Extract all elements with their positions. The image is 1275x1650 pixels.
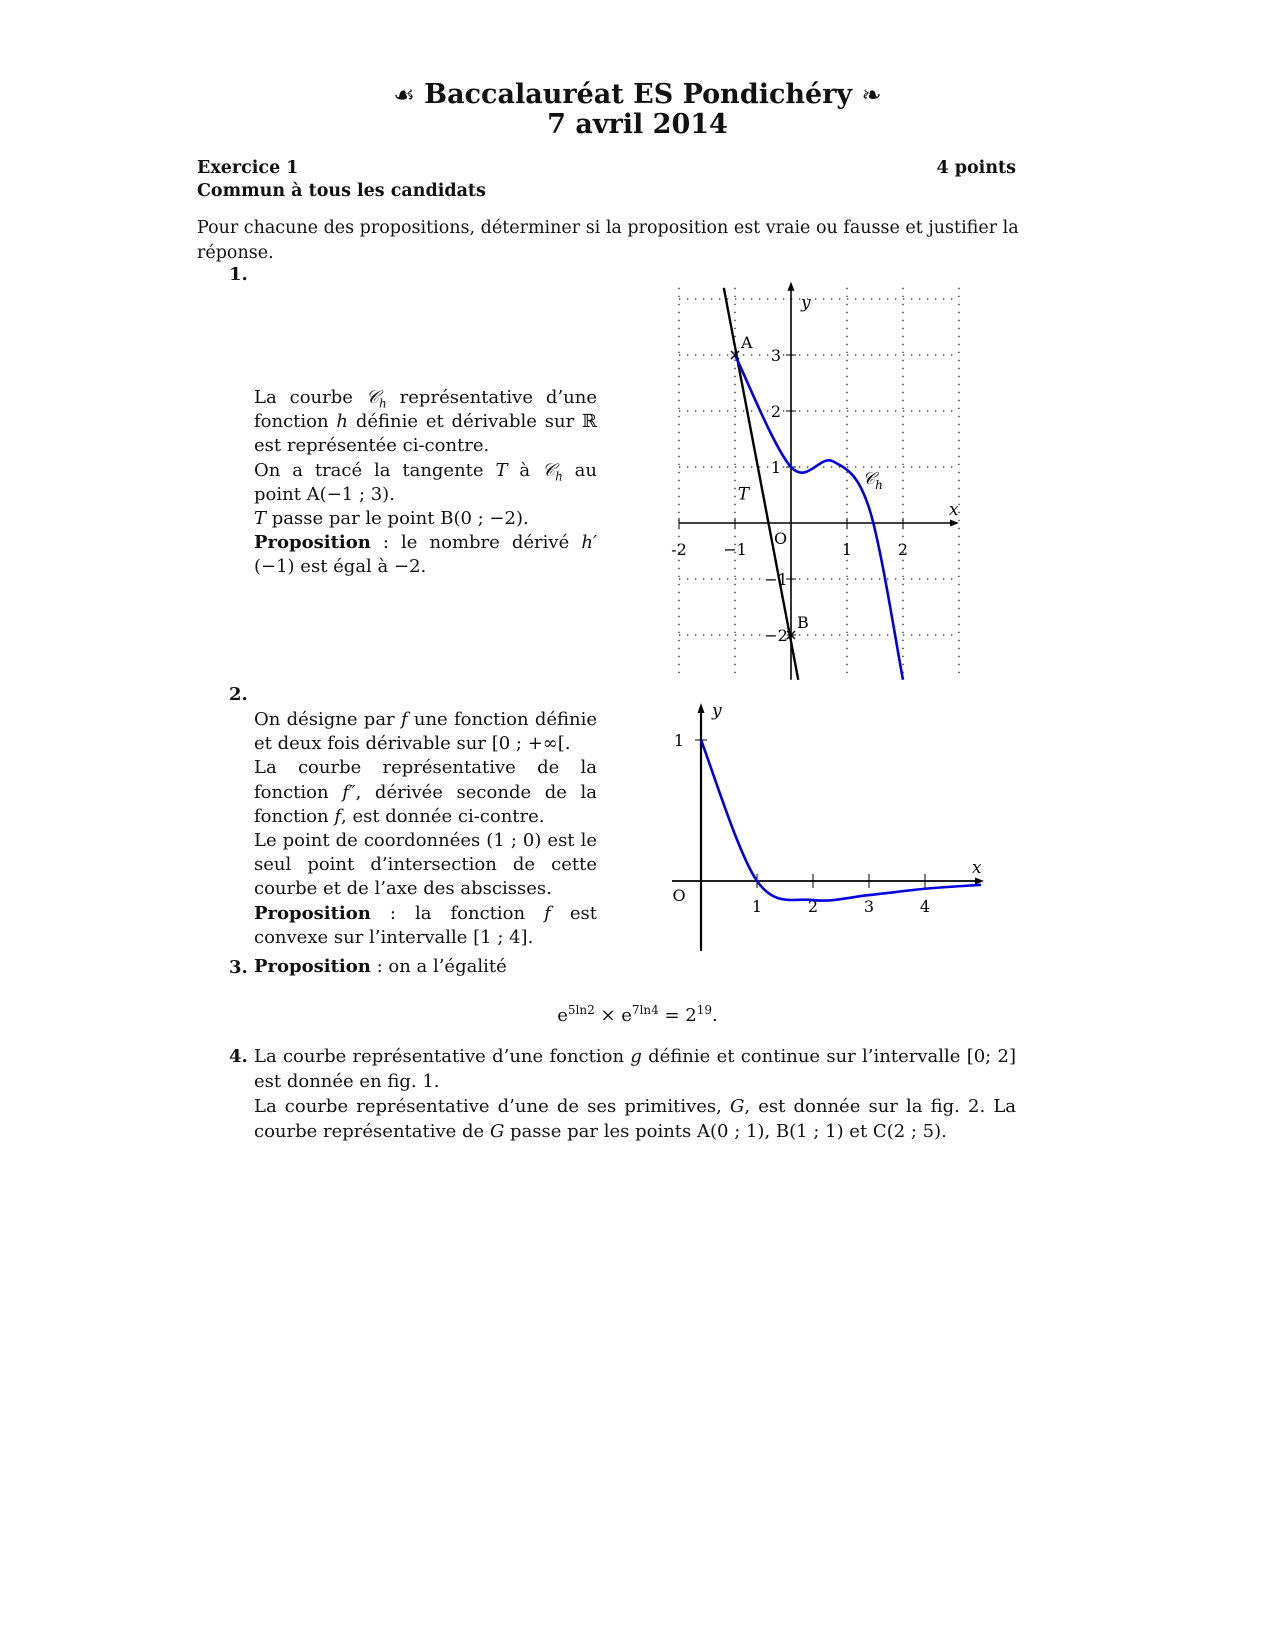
tangent-line-t (724, 288, 798, 680)
x-tick-label: 2 (807, 897, 819, 916)
chart-2-f-second (660, 695, 990, 955)
x-axis-label: x (949, 500, 959, 520)
x-tick-label: −1 (723, 540, 747, 559)
question-1-text: La courbe 𝒞$_h$ représentative d’une fonction h définie et dérivable sur ℝ est représentée ci-contre. On a tracé la tangente T à 𝒞$_h$ au point A(−1 ; 3). T passe par le point B(0 ; −2). Proposition : le nombre dérivé h′(−1) est égal à −2. (254, 387, 597, 578)
exercise-audience: Commun à tous les candidats (197, 181, 486, 201)
question-2-text: On désigne par f une fonction définie et deux fois dérivable sur [0 ; +∞[. La courbe représentative de la fonction f″, dérivée seconde de la fonction f, est donnée ci-contre. Le point de coordonnées (1 ; 0) est le seul point d’intersection de cette courbe et de l’axe des abscisses. Proposition : la fonction f est convexe sur l’intervalle [1 ; 4]. (254, 709, 598, 948)
curve-ch (735, 355, 903, 680)
x-axis-arrow-icon (975, 878, 984, 885)
curve-ch-label: 𝒞$_h$ (862, 468, 883, 492)
question-4-text: La courbe représentative d’une fonction g définie et continue sur l’intervalle [0; 2] est donnée en fig. 1. La courbe représentative d’une de ses primitives, G, est donnée sur la fig. 2. La courbe représentative de G passe par les points A(0 ; 1), B(1 ; 1) et C(2 ; 5). (254, 1046, 1017, 1142)
exercise-instruction: Pour chacune des propositions, déterminer si la proposition est vraie ou fausse et justifier la réponse. (197, 218, 1019, 263)
point-label: B (797, 613, 809, 632)
title-date: 7 avril 2014 (547, 109, 728, 140)
x-axis-label: x (972, 858, 982, 878)
question-4-number: 4. (229, 1046, 248, 1067)
title-line-1: Baccalauréat ES Pondichéry (424, 79, 853, 110)
y-tick-label: 2 (770, 402, 782, 421)
tangent-label: T (737, 484, 750, 505)
y-tick-label: −2 (764, 626, 788, 645)
question-3-number: 3. (229, 957, 248, 978)
x-tick-label: 4 (919, 897, 931, 916)
ornament-right-icon: ❧ (861, 81, 882, 109)
origin-label: O (774, 529, 788, 548)
x-tick-label: -2 (671, 540, 687, 559)
y-tick-label: −1 (764, 570, 788, 589)
y-tick-label: 3 (770, 346, 782, 365)
question-3-text: Proposition : on a l’égalité (254, 956, 507, 977)
question-2-number: 2. (229, 684, 248, 705)
y-axis-label: y (712, 701, 722, 721)
x-axis-arrow-icon (950, 520, 959, 527)
x-tick-label: 1 (841, 540, 853, 559)
exercise-points: 4 points (936, 158, 1016, 178)
chart-1-curve-ch (660, 280, 980, 685)
ornament-left-icon: ☙ (393, 81, 415, 109)
question-1-number: 1. (229, 264, 248, 285)
x-tick-label: 2 (897, 540, 909, 559)
y-tick-label: 1 (770, 458, 782, 477)
x-tick-label: 1 (751, 897, 763, 916)
document-title (0, 80, 1275, 110)
curve-f-second (701, 740, 981, 901)
question-3-equation: $e^{5ln2} \times e^{7ln4} = 2^{19}$. (557, 1003, 718, 1026)
point-label: A (741, 333, 753, 352)
y-axis-arrow-icon (788, 282, 795, 291)
y-tick-label: 1 (673, 731, 685, 750)
origin-label: O (672, 886, 686, 905)
exercise-title: Exercice 1 (197, 158, 299, 178)
x-tick-label: 3 (863, 897, 875, 916)
y-axis-label: y (801, 292, 811, 313)
y-axis-arrow-icon (698, 703, 705, 713)
